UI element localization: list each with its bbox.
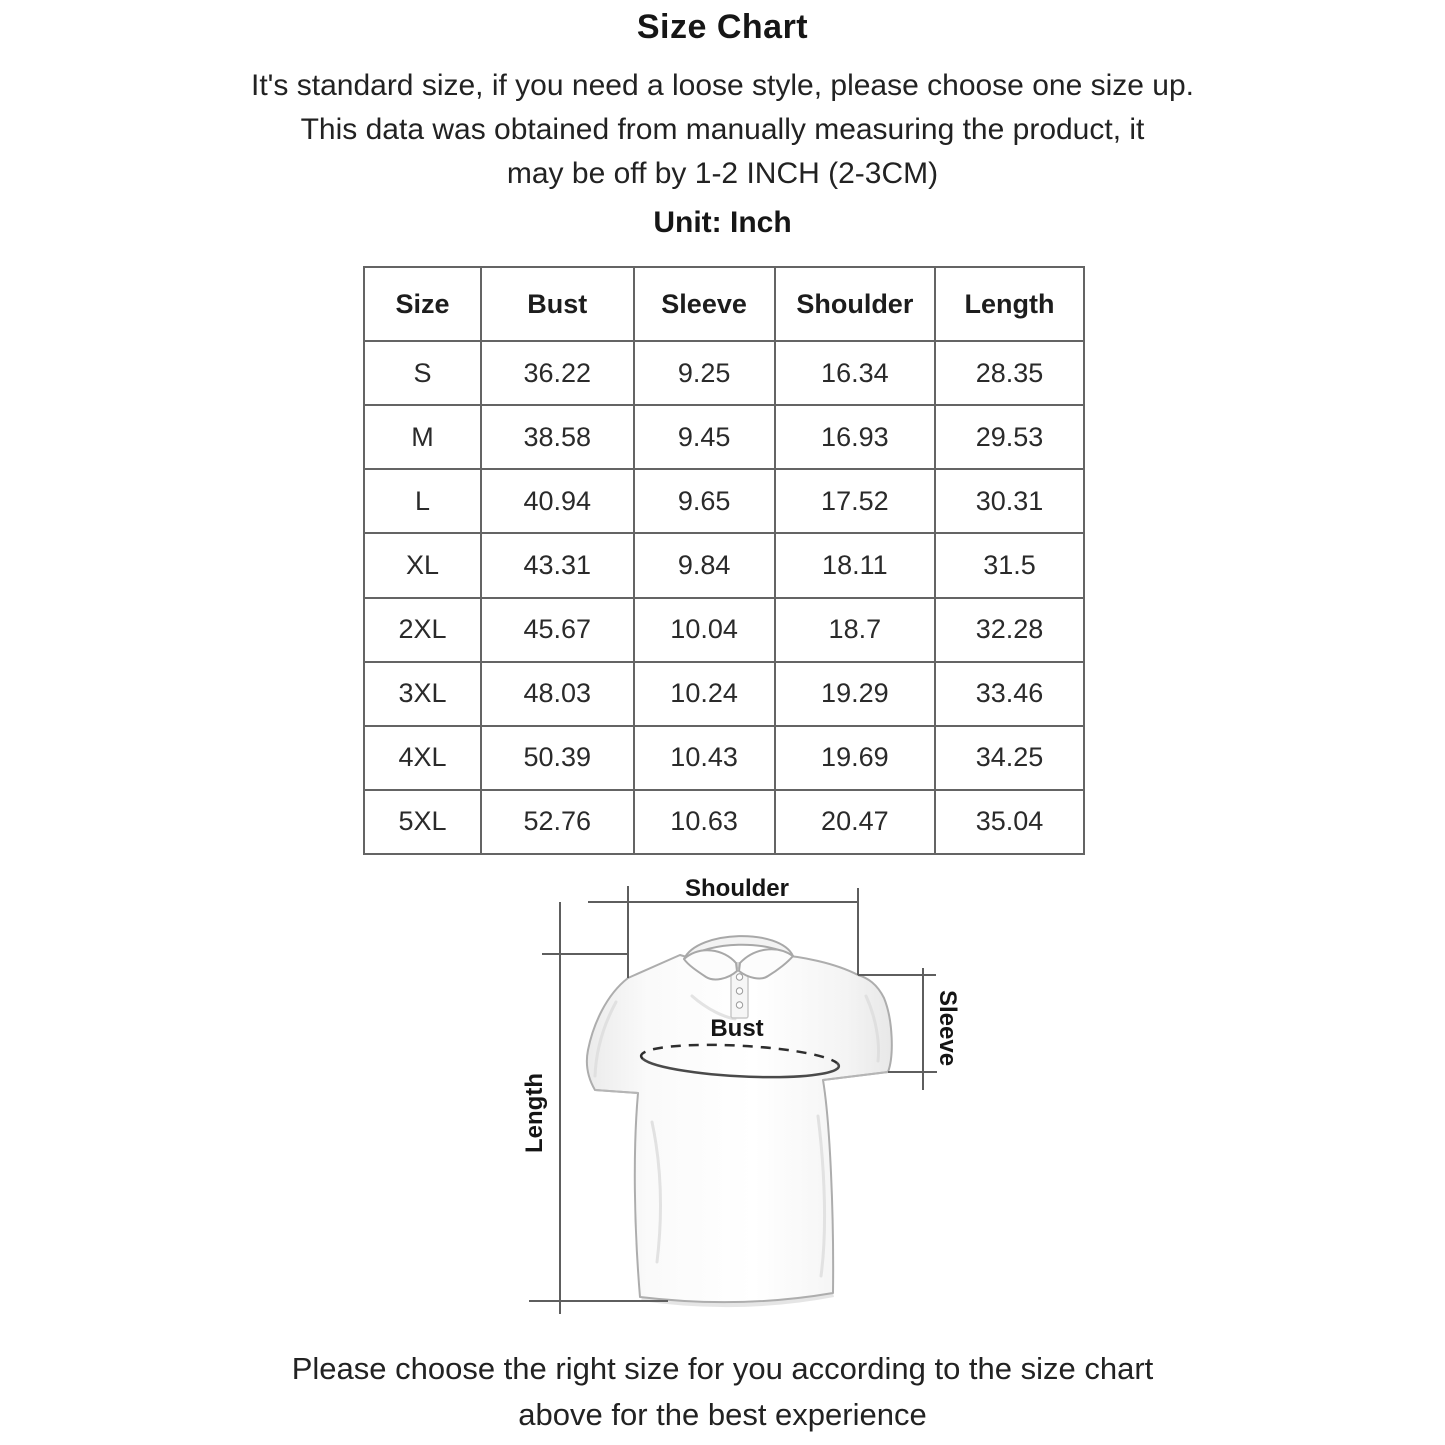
measurement-cell: 19.69: [775, 726, 935, 790]
size-row-m: [364, 405, 1084, 469]
polo-shirt-illustration: [587, 936, 892, 1307]
button-icon: [736, 988, 742, 994]
measurement-cell: 9.45: [634, 405, 775, 469]
measurement-cell: 30.31: [935, 469, 1084, 533]
measurement-cell: 52.76: [481, 790, 634, 854]
size-row-s: [364, 341, 1084, 405]
measurement-cell: 17.52: [775, 469, 935, 533]
intro-text: [0, 64, 1445, 196]
measurement-cell: 16.34: [775, 341, 935, 405]
measurement-cell: 34.25: [935, 726, 1084, 790]
size-cell: XL: [364, 533, 481, 597]
measurement-cell: 32.28: [935, 598, 1084, 662]
column-header-shoulder: Shoulder: [775, 267, 935, 341]
page-title: Size Chart: [636, 8, 809, 46]
size-table-container: [363, 266, 1085, 855]
column-header-sleeve: Sleeve: [634, 267, 775, 341]
size-table-body: [364, 341, 1084, 854]
size-row-4xl: [364, 726, 1084, 790]
size-cell: M: [364, 405, 481, 469]
measurement-cell: 50.39: [481, 726, 634, 790]
intro-line-1: It's standard size, if you need a loose style, please choose one size up.: [251, 69, 1194, 102]
size-cell: 2XL: [364, 598, 481, 662]
measurement-cell: 48.03: [481, 662, 634, 726]
button-icon: [736, 974, 742, 980]
measurement-cell: 10.63: [634, 790, 775, 854]
size-cell: 5XL: [364, 790, 481, 854]
measurement-cell: 29.53: [935, 405, 1084, 469]
measurement-cell: 18.11: [775, 533, 935, 597]
measurement-cell: 36.22: [481, 341, 634, 405]
size-row-l: [364, 469, 1084, 533]
length-label: Length: [521, 1073, 548, 1153]
measurement-cell: 20.47: [775, 790, 935, 854]
measurement-cell: 10.24: [634, 662, 775, 726]
measurement-cell: 35.04: [935, 790, 1084, 854]
measurement-cell: 10.43: [634, 726, 775, 790]
measurement-cell: 18.7: [775, 598, 935, 662]
size-row-2xl: [364, 598, 1084, 662]
size-row-3xl: [364, 662, 1084, 726]
measurement-cell: 33.46: [935, 662, 1084, 726]
button-icon: [736, 1002, 742, 1008]
measurement-cell: 28.35: [935, 341, 1084, 405]
footer-note: [0, 1346, 1445, 1438]
footer-line-1: Please choose the right size for you according to the size chart: [291, 1351, 1154, 1386]
measurement-cell: 45.67: [481, 598, 634, 662]
size-table-header: [364, 267, 1084, 341]
sleeve-label: Sleeve: [934, 989, 961, 1067]
size-table-header-row: [364, 267, 1084, 341]
shoulder-label: Shoulder: [684, 875, 790, 902]
size-row-xl: [364, 533, 1084, 597]
footer-line-2: above for the best experience: [518, 1397, 927, 1432]
measurement-cell: 10.04: [634, 598, 775, 662]
unit-label: Unit: Inch: [653, 206, 792, 239]
measurement-cell: 38.58: [481, 405, 634, 469]
measurement-cell: 9.84: [634, 533, 775, 597]
size-cell: 4XL: [364, 726, 481, 790]
intro-line-2: This data was obtained from manually measuring the product, it: [300, 113, 1145, 146]
measurement-cell: 40.94: [481, 469, 634, 533]
measurement-cell: 43.31: [481, 533, 634, 597]
intro-line-3: may be off by 1-2 INCH (2-3CM): [506, 157, 939, 190]
measurement-cell: 16.93: [775, 405, 935, 469]
column-header-length: Length: [935, 267, 1084, 341]
size-table: [363, 266, 1085, 855]
measurement-cell: 9.65: [634, 469, 775, 533]
column-header-size: Size: [364, 267, 481, 341]
measurement-cell: 19.29: [775, 662, 935, 726]
shirt-measurement-diagram: [500, 860, 970, 1330]
size-cell: L: [364, 469, 481, 533]
size-row-5xl: [364, 790, 1084, 854]
measurement-cell: 9.25: [634, 341, 775, 405]
size-cell: 3XL: [364, 662, 481, 726]
column-header-bust: Bust: [481, 267, 634, 341]
bust-label: Bust: [710, 1015, 764, 1042]
measurement-cell: 31.5: [935, 533, 1084, 597]
size-cell: S: [364, 341, 481, 405]
